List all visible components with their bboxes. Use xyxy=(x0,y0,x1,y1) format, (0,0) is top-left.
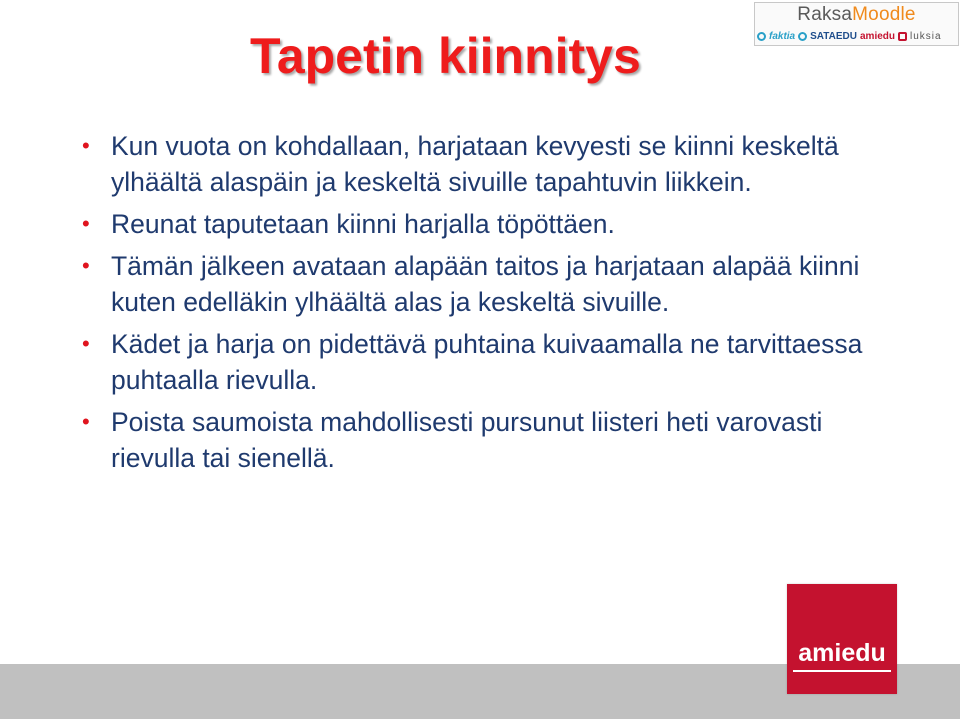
raksamoodle-logo xyxy=(755,5,958,25)
faktia-icon xyxy=(757,32,766,41)
bullet-item xyxy=(80,248,880,320)
bullet-dot-icon: • xyxy=(82,211,90,236)
bullet-dot-icon: • xyxy=(82,253,90,278)
bullet-list xyxy=(80,128,880,482)
bullet-text: Reunat taputetaan kiinni harjalla töpöttäen. xyxy=(111,209,615,239)
partner-amiedu: amiedu xyxy=(859,30,895,42)
slide-title: Tapetin kiinnitys xyxy=(250,28,641,84)
amiedu-logo xyxy=(787,584,897,694)
bullet-item xyxy=(80,326,880,398)
bullet-dot-icon: • xyxy=(82,409,90,434)
bullet-item xyxy=(80,128,880,200)
sataedu-icon xyxy=(798,32,807,41)
luksia-icon xyxy=(898,32,907,41)
partner-logos xyxy=(754,2,959,46)
partner-faktia: faktia xyxy=(769,30,796,42)
bullet-dot-icon: • xyxy=(82,133,90,158)
logo-underline xyxy=(793,670,891,672)
brand-part-2: Moodle xyxy=(852,4,916,25)
bullet-text: Kädet ja harja on pidettävä puhtaina kuivaamalla ne tarvittaessa puhtaalla rievulla. xyxy=(111,329,863,395)
bullet-item xyxy=(80,404,880,476)
bullet-text: Kun vuota on kohdallaan, harjataan kevyesti se kiinni keskeltä ylhäältä alaspäin ja keskeltä sivuille tapahtuvin liikkein. xyxy=(111,131,839,197)
partner-luksia: luksia xyxy=(910,30,942,42)
bullet-dot-icon: • xyxy=(82,331,90,356)
brand-part-1: Raksa xyxy=(797,4,853,25)
bullet-item xyxy=(80,206,880,242)
bullet-text: Tämän jälkeen avataan alapään taitos ja harjataan alapää kiinni kuten edelläkin ylhäältä alas ja keskeltä sivuille. xyxy=(111,251,860,317)
partner-sataedu: SATAEDU xyxy=(810,30,857,42)
amiedu-logo-text: amiedu xyxy=(798,639,886,667)
partner-row xyxy=(757,28,957,44)
bullet-text: Poista saumoista mahdollisesti pursunut liisteri heti varovasti rievulla tai sienellä. xyxy=(111,407,823,473)
